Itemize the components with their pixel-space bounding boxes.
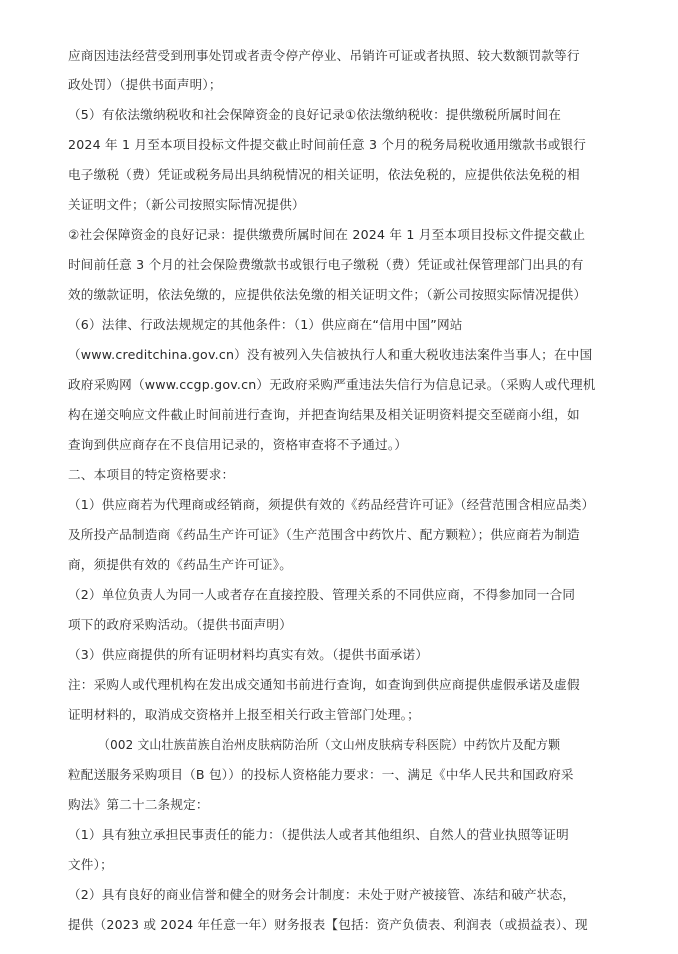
note-line: 注：采购人或代理机构在发出成交通知书前进行查询，如查询到供应商提供虚假承诺及虚假 (68, 677, 580, 692)
text-line: 电子缴税（费）凭证或税务局出具纳税情况的相关证明，依法免税的，应提供依法免税的相 (68, 167, 580, 182)
text-line: （002 文山壮族苗族自治州皮肤病防治所（文山州皮肤病专科医院）中药饮片及配方颗 (98, 737, 561, 752)
note-line: 证明材料的，取消成交资格并上报至相关行政主管部门处理。； (68, 707, 420, 722)
text-line: 粒配送服务采购项目（B 包））的投标人资格能力要求：一、满足《中华人民共和国政府采 (68, 767, 574, 782)
text-line: ②社会保障资金的良好记录：提供缴费所属时间在 2024 年 1 月至本项目投标文件提交截止 (68, 227, 586, 242)
text-line: （www.creditchina.gov.cn）没有被列入失信被执行人和重大税收违法案件当事人；在中国 (68, 347, 593, 362)
text-line: 购法》第二十二条规定： (68, 797, 209, 812)
text-line: （6）法律、行政法规规定的其他条件：（1）供应商在“信用中国”网站 (68, 317, 463, 332)
text-line: 2024 年 1 月至本项目投标文件提交截止时间前任意 3 个月的税务局税收通用缴款书或银行 (68, 137, 587, 152)
text-line: （2）具有良好的商业信誉和健全的财务会计制度：未处于财产被接管、冻结和破产状态， (68, 887, 576, 902)
text-line: 文件）； (68, 857, 113, 872)
text-line: 项下的政府采购活动。（提供书面声明） (68, 617, 292, 632)
text-line: 政府采购网（www.ccgp.gov.cn）无政府采购严重违法失信行为信息记录。（采购人或代理机 (68, 377, 596, 392)
text-line: 及所投产品制造商《药品生产许可证》（生产范围含中药饮片、配方颗粒）；供应商若为制造 (68, 527, 580, 542)
text-line: 效的缴款证明，依法免缴的，应提供依法免缴的相关证明文件；（新公司按照实际情况提供） (68, 287, 587, 302)
text-line: 查询到供应商存在不良信用记录的，资格审查将不予通过。） (68, 437, 408, 452)
text-line: 应商因违法经营受到刑事处罚或者责令停产停业、吊销许可证或者执照、较大数额罚款等行 (68, 48, 580, 63)
text-line: 提供（2023 或 2024 年任意一年）财务报表【包括：资产负债表、利润表（或损益表）、现 (68, 917, 588, 932)
text-line: 关证明文件；（新公司按照实际情况提供） (68, 197, 305, 212)
text-line: 商，须提供有效的《药品生产许可证》。 (68, 557, 292, 572)
text-line: （1）供应商若为代理商或经销商，须提供有效的《药品经营许可证》（经营范围含相应品类） (68, 497, 595, 512)
text-line: （2）单位负责人为同一人或者存在直接控股、管理关系的不同供应商，不得参加同一合同 (68, 587, 576, 602)
text-line: 时间前任意 3 个月的社会保险费缴款书或银行电子缴税（费）凭证或社保管理部门出具的有 (68, 257, 584, 272)
text-line: （3）供应商提供的所有证明材料均真实有效。（提供书面承诺） (68, 647, 429, 662)
text-line: 构在递交响应文件截止时间前进行查询，并把查询结果及相关证明资料提交至磋商小组，如 (68, 407, 580, 422)
text-line: 政处罚）（提供书面声明）； (68, 77, 222, 92)
text-line: （1）具有独立承担民事责任的能力：（提供法人或者其他组织、自然人的营业执照等证明 (68, 827, 569, 842)
text-line: （5）有依法缴纳税收和社会保障资金的良好记录①依法缴纳税收：提供缴税所属时间在 (68, 107, 562, 122)
section-heading: 二、本项目的特定资格要求： (68, 467, 235, 482)
